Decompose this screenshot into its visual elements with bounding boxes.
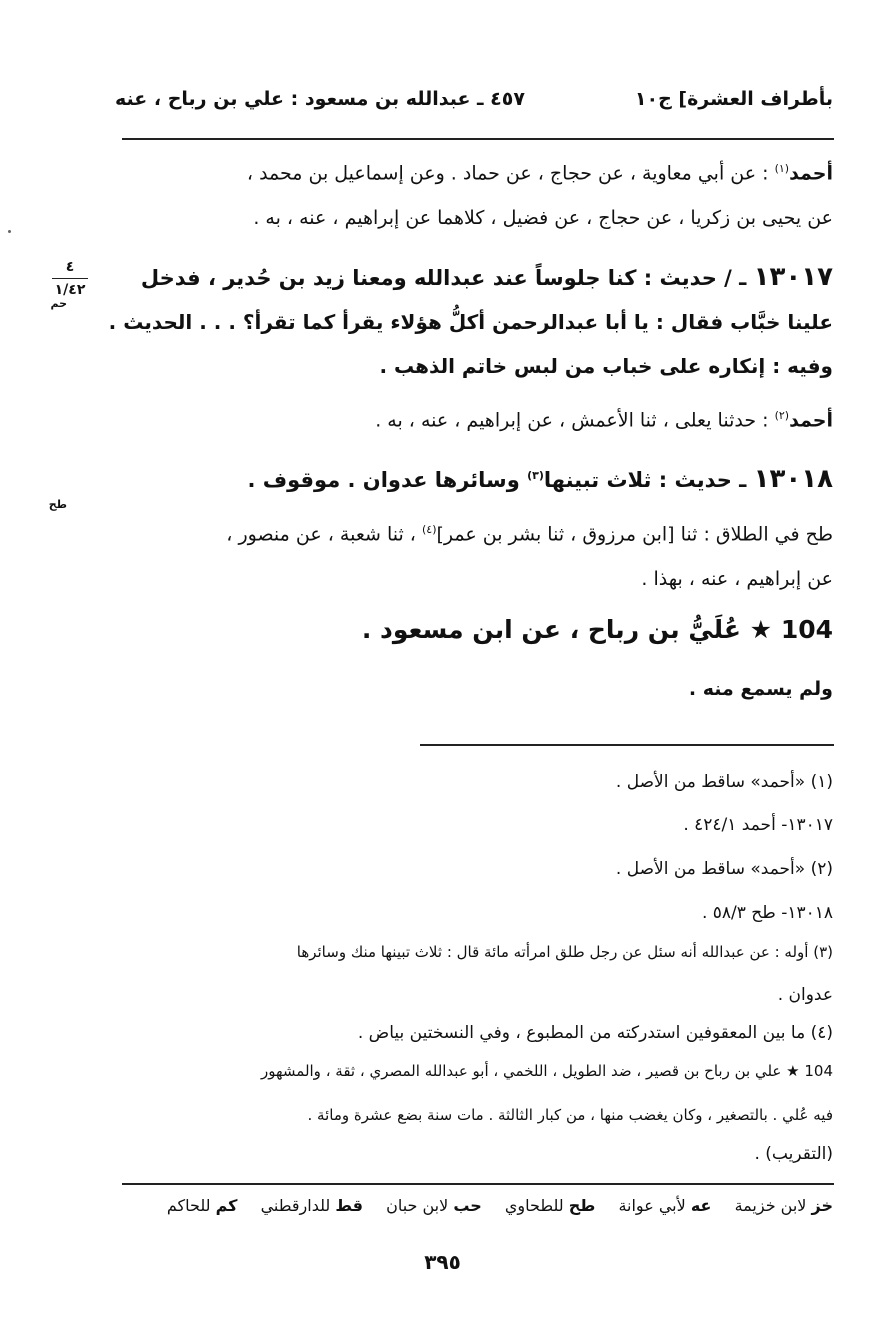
hadith-number: ١٣٠١٧ — [753, 262, 833, 292]
hadith-13018-line — [247, 464, 833, 494]
margin-note-top: ٤ — [65, 259, 75, 275]
footnote-ref-13018: ١٣٠١٨- طح ٥٨/٣ . — [701, 903, 833, 923]
legend-abbr: خز — [811, 1196, 833, 1215]
entry-title: عُلَيُّ بن رباح ، عن ابن مسعود . — [361, 615, 750, 644]
footnote-bio-line-2: فيه عُلي . بالتصغير ، وكان يغضب منها ، من كبار الثالثة . مات سنة بضع عشرة ومائة . — [307, 1106, 833, 1124]
hadith-text: ـ حديث : ثلاث تبينها — [543, 468, 754, 492]
legend-rule — [122, 1183, 834, 1185]
star-icon: ★ — [749, 615, 773, 644]
header-rule — [122, 138, 834, 140]
footnote-ref: (٣) — [527, 469, 544, 482]
legend-abbr: كم — [215, 1196, 238, 1215]
legend-abbr: قط — [335, 1196, 363, 1215]
source-mark: طح — [48, 498, 67, 511]
footnote-ref-13017: ١٣٠١٧- أحمد ٤٢٤/١ . — [683, 815, 833, 835]
body-line-4: علينا خبَّاب فقال : يا أبا عبدالرحمن أكلُّ هؤلاء يقرأ كما تقرأ؟ . . . الحديث . — [108, 310, 833, 334]
body-line-6 — [375, 409, 833, 431]
body-line-5: وفيه : إنكاره على خباب من لبس خاتم الذهب . — [379, 354, 833, 378]
running-header — [115, 88, 833, 122]
legend-name: للدارقطني — [260, 1196, 331, 1215]
body-line-1 — [247, 162, 833, 184]
margin-note-bottom: ١/٤٢ — [54, 282, 86, 298]
legend-name: لابن خزيمة — [734, 1196, 807, 1215]
hadith-text: وسائرها عدوان . موقوف . — [247, 468, 528, 492]
legend-abbr: حب — [453, 1196, 482, 1215]
body-text: ، ثنا شعبة ، عن منصور ، — [226, 523, 422, 546]
hadith-number: ١٣٠١٨ — [753, 464, 833, 494]
footnote-bio-line-3: (التقريب) . — [754, 1144, 833, 1164]
legend-abbr: عه — [690, 1196, 712, 1215]
scan-speck — [8, 230, 11, 233]
legend-item — [735, 1196, 833, 1215]
legend-item — [261, 1196, 363, 1215]
body-text: طح في الطلاق : ثنا [ابن مرزوق ، ثنا بشر بن عمر] — [436, 523, 833, 546]
header-section: ٤٥٧ ـ عبدالله بن مسعود : علي بن رباح ، عنه — [115, 88, 525, 110]
body-text: : عن أبي معاوية ، عن حجاج ، عن حماد . وعن إسماعيل بن محمد ، — [246, 162, 775, 185]
legend-name: للطحاوي — [504, 1196, 564, 1215]
footnote-rule — [420, 744, 834, 746]
legend-name: لأبي عوانة — [618, 1196, 686, 1215]
body-line-8 — [226, 523, 833, 545]
header-volume: بأطراف العشرة] ج١٠ — [634, 88, 833, 110]
abbreviation-legend — [121, 1196, 833, 1215]
legend-item — [167, 1196, 238, 1215]
body-line-2: عن يحيى بن زكريا ، عن حجاج ، عن فضيل ، كلاهما عن إبراهيم ، عنه ، به . — [253, 207, 833, 229]
entry-number: 104 — [780, 615, 833, 644]
source-label: أحمد — [789, 409, 833, 432]
legend-item — [618, 1196, 711, 1215]
footnote-bio-line-1: 104 ★ علي بن رباح بن قصير ، ضد الطويل ، اللخمي ، أبو عبدالله المصري ، ثقة ، والمشهور — [260, 1062, 833, 1080]
footnote-ref: (١) — [774, 162, 790, 175]
footnote-3-line-1: (٣) أوله : عن عبدالله أنه سئل عن رجل طلق امرأته مائة قال : ثلاث تبينها منك وسائرها — [296, 943, 833, 961]
legend-name: للحاكم — [166, 1196, 211, 1215]
footnote-ref: (٢) — [774, 409, 790, 422]
legend-name: لابن حبان — [386, 1196, 449, 1215]
body-line-9: عن إبراهيم ، عنه ، بهذا . — [641, 568, 833, 590]
page-number: ٣٩٥ — [424, 1250, 461, 1274]
legend-abbr: طح — [568, 1196, 596, 1215]
source-mark: حم — [50, 297, 67, 310]
footnote-1: (١) «أحمد» ساقط من الأصل . — [615, 772, 833, 792]
hadith-text: ـ / حديث : كنا جلوساً عند عبدالله ومعنا زيد بن حُدير ، فدخل — [140, 266, 754, 290]
source-label: أحمد — [789, 162, 833, 185]
margin-note-divider — [52, 278, 88, 279]
footnote-4: (٤) ما بين المعقوفين استدركته من المطبوع ، وفي النسختين بياض . — [357, 1023, 833, 1043]
margin-note — [50, 258, 90, 299]
hadith-13017-line — [141, 262, 833, 292]
legend-item — [505, 1196, 595, 1215]
footnote-ref: (٤) — [421, 523, 437, 536]
legend-item — [386, 1196, 482, 1215]
narrator-entry-heading — [362, 615, 833, 644]
footnote-2: (٢) «أحمد» ساقط من الأصل . — [615, 859, 833, 879]
entry-note: ولم يسمع منه . — [688, 678, 833, 700]
body-text: : حدثنا يعلى ، ثنا الأعمش ، عن إبراهيم ، عنه ، به . — [375, 409, 775, 432]
footnote-3-line-2: عدوان . — [777, 985, 833, 1005]
